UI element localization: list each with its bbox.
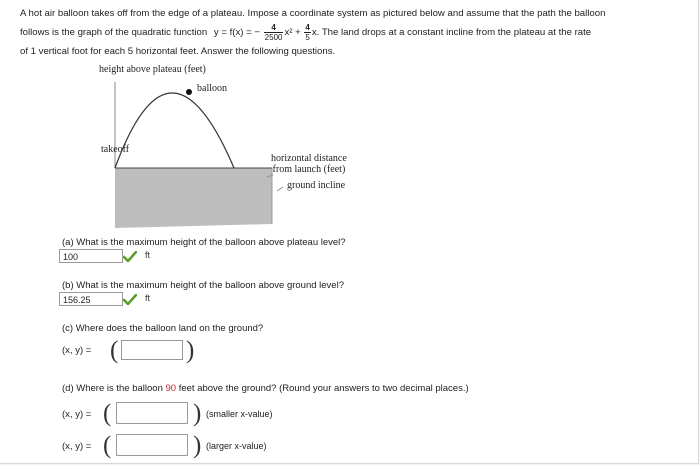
unit-b: ft [145, 293, 151, 303]
close-paren-c: ) [186, 337, 195, 364]
problem-line-1: A hot air balloon takes off from the edge of a plateau. Impose a coordinate system as pictured below and assume that the path the balloon [20, 8, 606, 19]
fraction-4-over-5: $\frac{4}{5}$ [305, 23, 310, 42]
unit-a: ft [145, 250, 151, 260]
problem-line-2: follows is the graph of the quadratic function y = f(x) = − $\frac{4}{2500}$ x² + $\frac{4}{5}$ x. The land drops at a constant incline from the plateau at the rate [20, 23, 592, 42]
y-axis-label: height above plateau (feet) [99, 64, 206, 75]
point-label-c: (x, y) = [62, 345, 92, 356]
balloon-label: balloon [197, 83, 227, 94]
highlighted-number: 90 [165, 383, 177, 394]
open-paren-c: ( [110, 337, 119, 364]
close-paren-d-smaller: ) [193, 400, 202, 427]
open-paren-d-smaller: ( [103, 400, 112, 427]
x-axis-label: horizontal distance from launch (feet) [271, 153, 347, 175]
question-d-prompt: (d) Where is the balloon 90 feet above the ground? (Round your answers to two decimal places.) [62, 383, 469, 394]
answer-d-larger-input[interactable] [116, 434, 188, 456]
ground-incline-label: ground incline [287, 180, 346, 191]
question-b-prompt: (b) What is the maximum height of the balloon above ground level? [62, 280, 344, 291]
balloon-figure [97, 62, 397, 234]
correct-check-icon-a [123, 251, 137, 263]
answer-c-input[interactable] [121, 340, 183, 360]
point-label-d-smaller: (x, y) = [62, 409, 92, 420]
point-label-d-larger: (x, y) = [62, 441, 92, 452]
close-paren-d-larger: ) [193, 432, 202, 459]
plateau-ground [115, 168, 272, 228]
problem-statement [20, 4, 680, 61]
answer-b-input[interactable]: 156.25 [59, 292, 123, 306]
ground-label-pointer [277, 187, 283, 191]
problem-line-3: of 1 vertical foot for each 5 horizontal feet. Answer the following questions. [20, 46, 336, 58]
question-c-prompt: (c) Where does the balloon land on the ground? [62, 323, 264, 334]
answer-d-smaller-input[interactable] [116, 402, 188, 424]
takeoff-label: takeoff [101, 144, 130, 155]
balloon-path [115, 93, 234, 168]
open-paren-d-larger: ( [103, 432, 112, 459]
answer-a-input[interactable]: 100 [59, 249, 123, 263]
trajectory-diagram [97, 62, 397, 234]
x-squared-term: x² + [284, 27, 301, 39]
balloon-marker [186, 89, 192, 95]
fraction-4-over-2500: $\frac{4}{2500}$ [264, 23, 283, 42]
correct-check-icon-b [123, 294, 137, 306]
question-a-prompt: (a) What is the maximum height of the balloon above plateau level? [62, 237, 346, 248]
smaller-x-note: (smaller x-value) [206, 409, 273, 419]
larger-x-note: (larger x-value) [206, 441, 267, 451]
function-lhs: y = f(x) = − [213, 27, 260, 39]
